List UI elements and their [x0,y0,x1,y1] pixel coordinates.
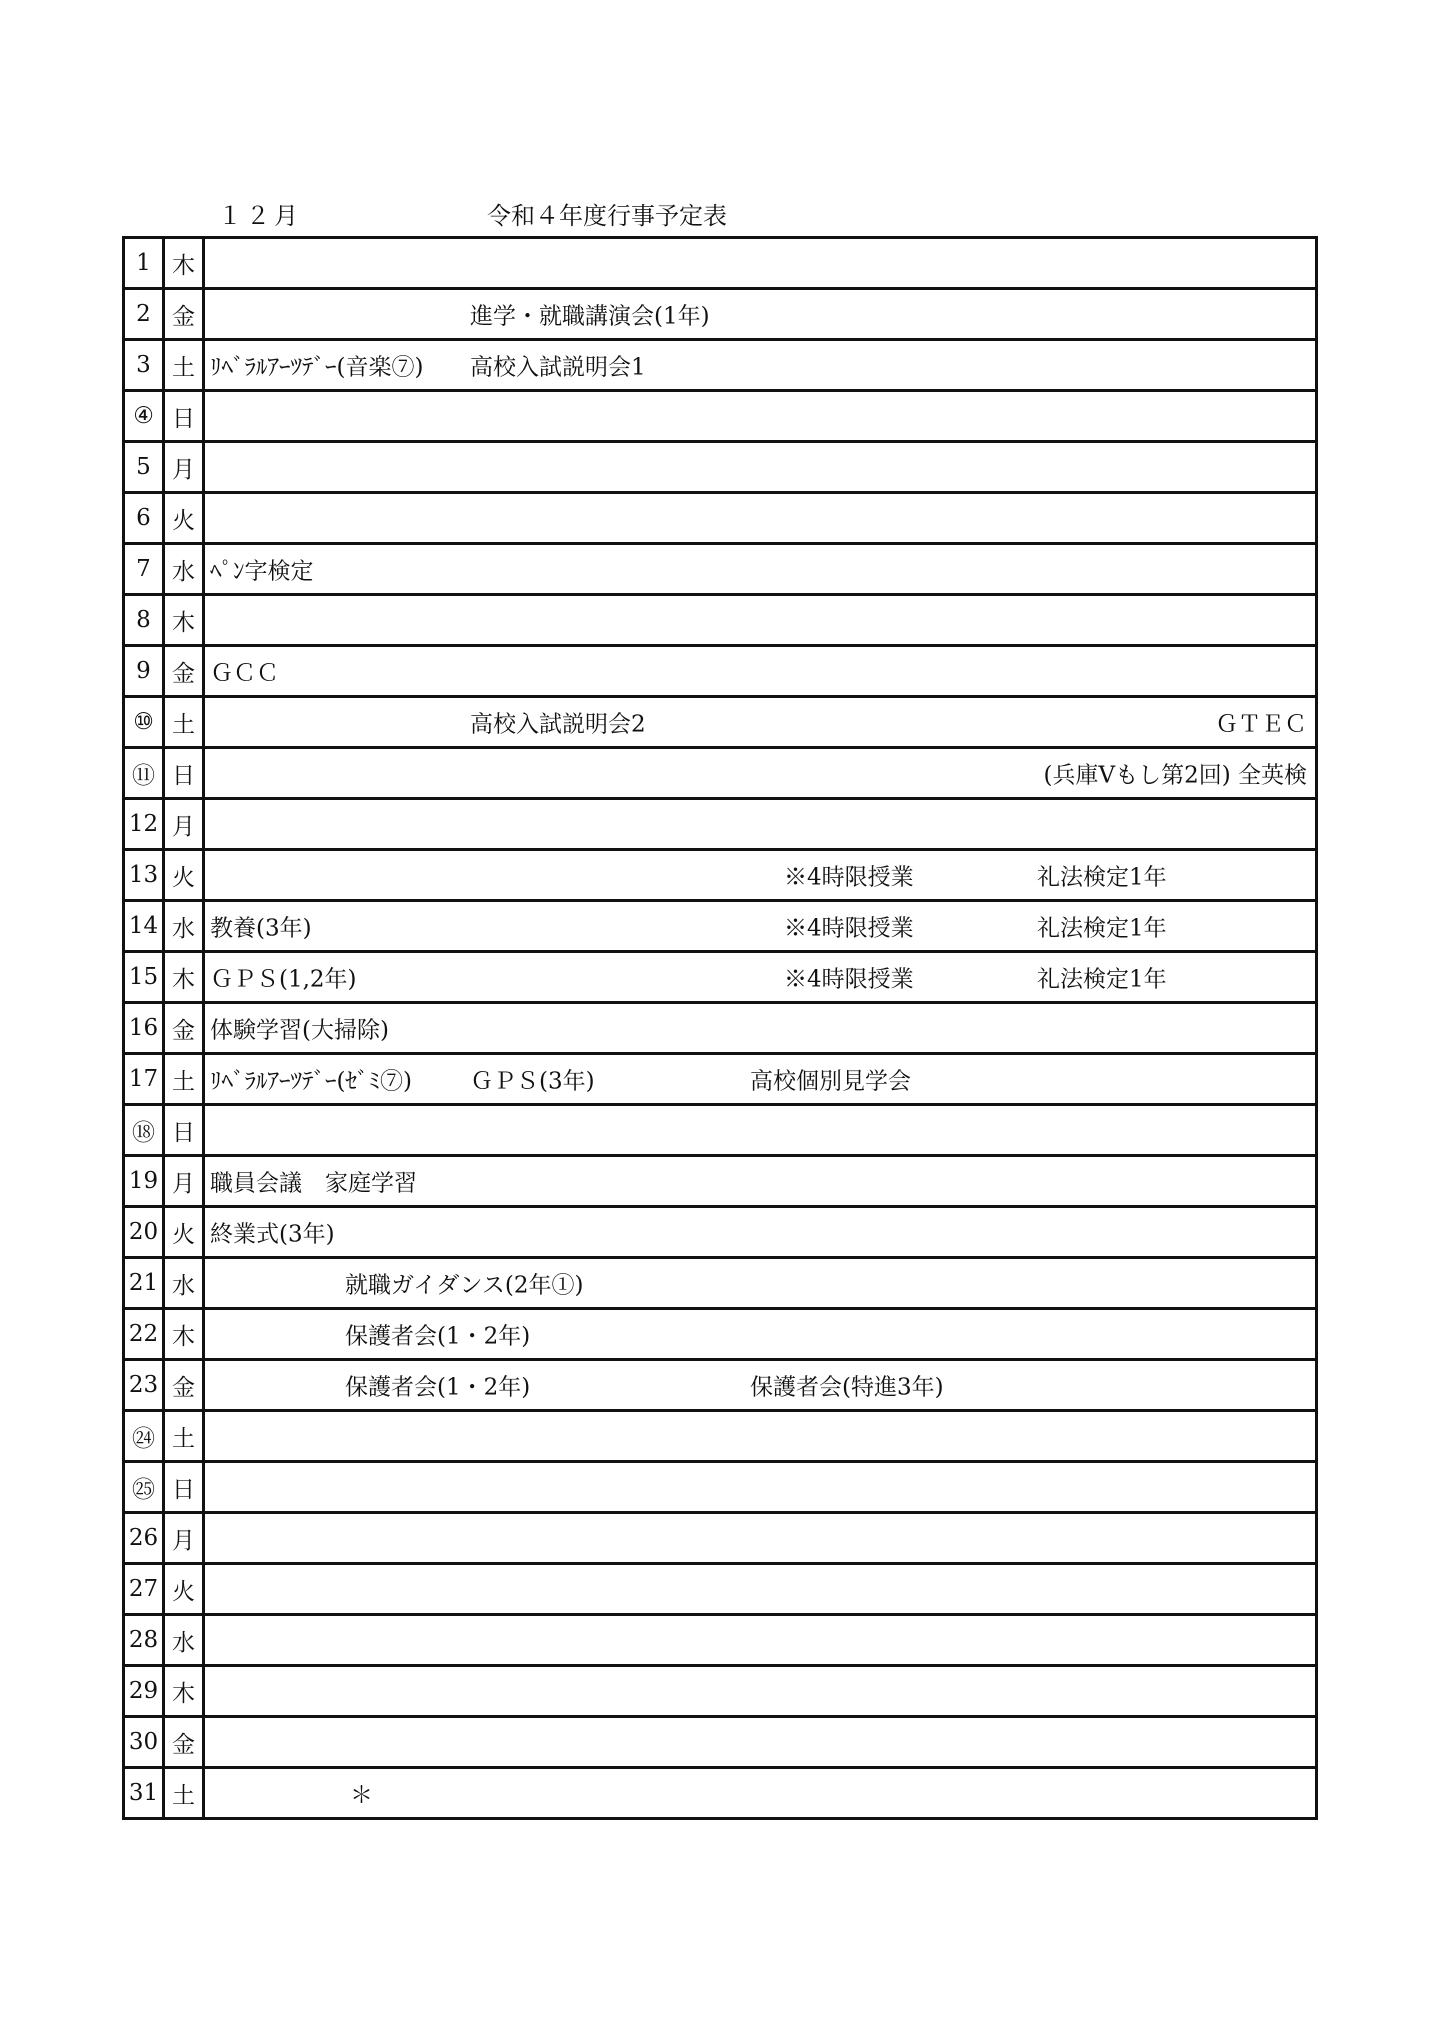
event-text: ＧＴＥＣ [1215,711,1307,738]
events-cell [204,1717,1317,1768]
day-number: ㉔ [124,1411,164,1462]
events-cell [204,1564,1317,1615]
day-number: 28 [124,1615,164,1666]
weekday: 金 [164,1717,204,1768]
weekday: 木 [164,595,204,646]
events-cell [204,1207,1317,1258]
event-text: ※4時限授業 [784,864,914,891]
day-number: 31 [124,1768,164,1819]
events-cell [204,748,1317,799]
event-text: (兵庫Vもし第2回) 全英検 [1043,762,1307,789]
event-text: ＧＰＳ(3年) [470,1068,595,1095]
events-cell [204,289,1317,340]
schedule-row [124,646,1317,697]
schedule-row [124,544,1317,595]
event-text: 保護者会(1・2年) [345,1374,531,1401]
schedule-row [124,238,1317,289]
day-number: 16 [124,1003,164,1054]
schedule-row [124,1105,1317,1156]
weekday: 月 [164,1513,204,1564]
weekday: 土 [164,1411,204,1462]
events-cell [204,1462,1317,1513]
event-text: 礼法検定1年 [1037,966,1167,993]
weekday: 火 [164,850,204,901]
day-number: ⑩ [124,697,164,748]
day-number: 1 [124,238,164,289]
day-number: 14 [124,901,164,952]
schedule-row [124,850,1317,901]
schedule-body [124,238,1317,1819]
event-text: 終業式(3年) [210,1221,335,1248]
schedule-row [124,901,1317,952]
day-number: 15 [124,952,164,1003]
weekday: 水 [164,544,204,595]
schedule-row [124,1054,1317,1105]
events-cell [204,1258,1317,1309]
event-text: 就職ガイダンス(2年①) [345,1272,584,1299]
events-cell [204,340,1317,391]
events-cell [204,1768,1317,1819]
day-number: 9 [124,646,164,697]
schedule-row [124,1411,1317,1462]
events-cell [204,1054,1317,1105]
events-cell [204,493,1317,544]
schedule-row [124,1003,1317,1054]
day-number: 19 [124,1156,164,1207]
day-number: 26 [124,1513,164,1564]
events-cell [204,1666,1317,1717]
schedule-row [124,1564,1317,1615]
day-number: 6 [124,493,164,544]
day-number: 7 [124,544,164,595]
schedule-row [124,595,1317,646]
day-number: 8 [124,595,164,646]
event-text: 高校入試説明会1 [470,354,646,381]
schedule-row [124,1258,1317,1309]
events-cell [204,1411,1317,1462]
event-text: 高校入試説明会2 [470,711,646,738]
schedule-row [124,748,1317,799]
event-text: 教養(3年) [210,915,312,942]
events-cell [204,1615,1317,1666]
weekday: 火 [164,1207,204,1258]
event-text: ＧＰＳ(1,2年) [210,966,357,993]
schedule-row [124,697,1317,748]
events-cell [204,442,1317,493]
events-cell [204,238,1317,289]
events-cell [204,1003,1317,1054]
schedule-row [124,493,1317,544]
event-text: ﾘﾍﾞﾗﾙｱｰﾂﾃﾞｰ(音楽⑦) [210,354,424,381]
schedule-row [124,1309,1317,1360]
weekday: 木 [164,1309,204,1360]
schedule-row [124,340,1317,391]
schedule-row [124,1768,1317,1819]
day-number: 20 [124,1207,164,1258]
day-number: 27 [124,1564,164,1615]
event-text: 職員会議 家庭学習 [210,1170,417,1197]
schedule-row [124,1513,1317,1564]
events-cell [204,799,1317,850]
weekday: 土 [164,697,204,748]
weekday: 土 [164,1768,204,1819]
event-text: ＊ [350,1782,373,1809]
day-number: ㉕ [124,1462,164,1513]
weekday: 金 [164,646,204,697]
day-number: 2 [124,289,164,340]
event-text: 礼法検定1年 [1037,864,1167,891]
schedule-row [124,1360,1317,1411]
weekday: 月 [164,442,204,493]
weekday: 木 [164,1666,204,1717]
day-number: 17 [124,1054,164,1105]
day-number: 22 [124,1309,164,1360]
events-cell [204,391,1317,442]
weekday: 木 [164,952,204,1003]
weekday: 木 [164,238,204,289]
weekday: 水 [164,901,204,952]
page-title: 令和４年度行事予定表 [487,202,727,230]
schedule-row [124,1615,1317,1666]
schedule-row [124,289,1317,340]
schedule-row [124,1462,1317,1513]
events-cell [204,850,1317,901]
day-number: 3 [124,340,164,391]
schedule-row [124,1666,1317,1717]
events-cell [204,1156,1317,1207]
day-number: 29 [124,1666,164,1717]
events-cell [204,901,1317,952]
event-text: 礼法検定1年 [1037,915,1167,942]
events-cell [204,595,1317,646]
weekday: 水 [164,1615,204,1666]
events-cell [204,646,1317,697]
day-number: ④ [124,391,164,442]
events-cell [204,1360,1317,1411]
schedule-row [124,1207,1317,1258]
event-text: ﾍﾟﾝ字検定 [210,558,314,585]
events-cell [204,697,1317,748]
day-number: 13 [124,850,164,901]
day-number: 12 [124,799,164,850]
schedule-row [124,1717,1317,1768]
weekday: 土 [164,340,204,391]
weekday: 日 [164,1462,204,1513]
events-cell [204,1105,1317,1156]
day-number: ⑱ [124,1105,164,1156]
event-text: ※4時限授業 [784,966,914,993]
schedule-table [122,236,1318,1820]
weekday: 火 [164,493,204,544]
event-text: 高校個別見学会 [750,1068,911,1095]
events-cell [204,1309,1317,1360]
event-text: ※4時限授業 [784,915,914,942]
weekday: 水 [164,1258,204,1309]
weekday: 火 [164,1564,204,1615]
weekday: 月 [164,1156,204,1207]
events-cell [204,544,1317,595]
weekday: 金 [164,1003,204,1054]
weekday: 月 [164,799,204,850]
weekday: 金 [164,289,204,340]
weekday: 金 [164,1360,204,1411]
schedule-row [124,442,1317,493]
event-text: ﾘﾍﾞﾗﾙｱｰﾂﾃﾞｰ(ｾﾞﾐ⑦) [210,1068,412,1095]
event-text: 進学・就職講演会(1年) [470,303,710,330]
event-text: 体験学習(大掃除) [210,1017,389,1044]
events-cell [204,1513,1317,1564]
day-number: 23 [124,1360,164,1411]
schedule-row [124,952,1317,1003]
schedule-row [124,799,1317,850]
month-label: １２月 [218,202,302,230]
weekday: 土 [164,1054,204,1105]
event-text: ＧＣＣ [210,660,279,687]
events-cell [204,952,1317,1003]
day-number: 30 [124,1717,164,1768]
day-number: 5 [124,442,164,493]
day-number: 21 [124,1258,164,1309]
schedule-row [124,1156,1317,1207]
event-text: 保護者会(特進3年) [750,1374,944,1401]
weekday: 日 [164,748,204,799]
weekday: 日 [164,1105,204,1156]
day-number: ⑪ [124,748,164,799]
weekday: 日 [164,391,204,442]
schedule-row [124,391,1317,442]
event-text: 保護者会(1・2年) [345,1323,531,1350]
